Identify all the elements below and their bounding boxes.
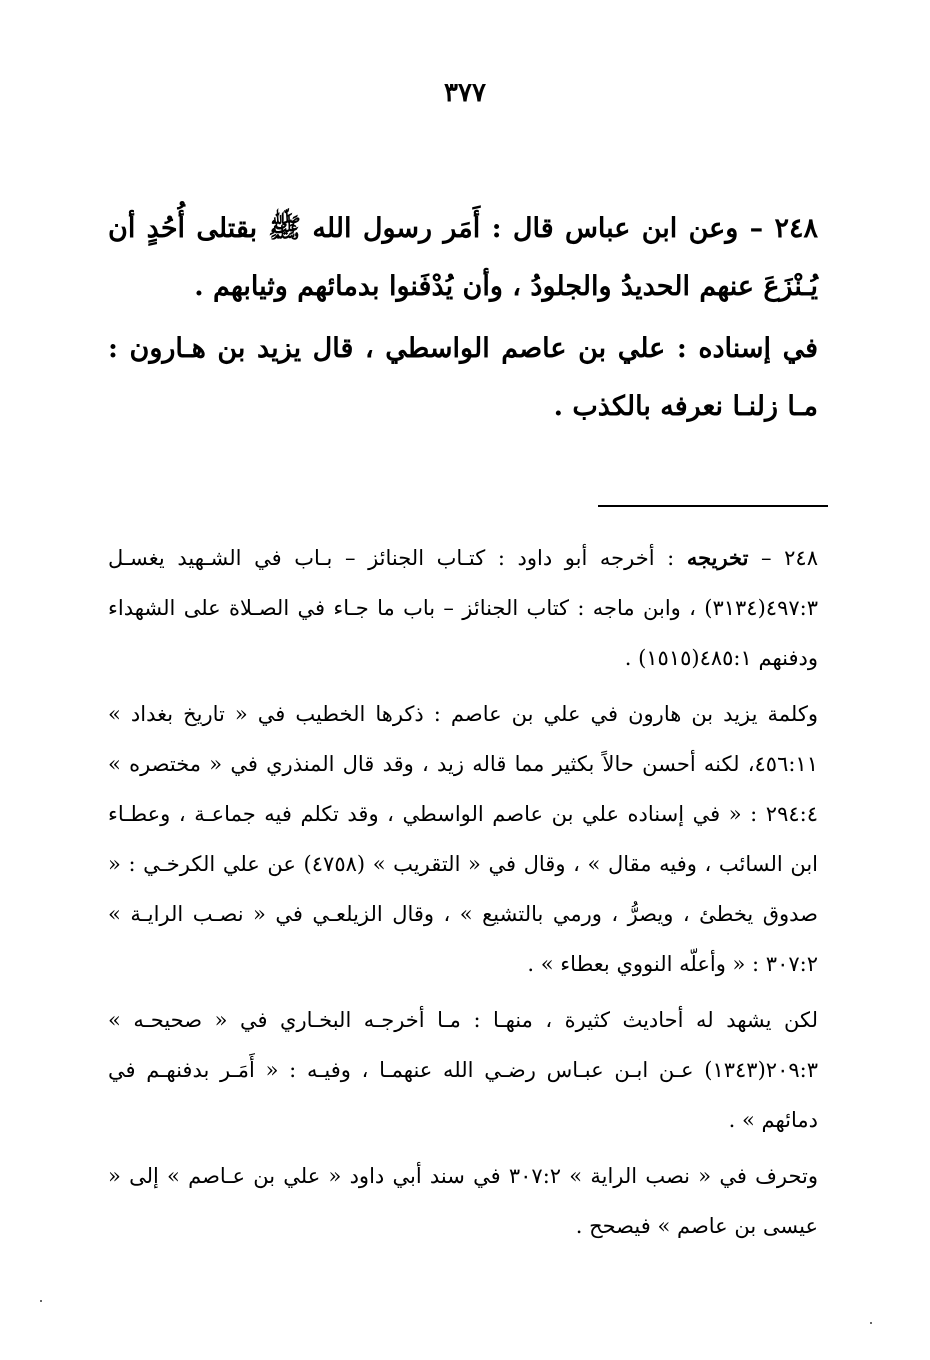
scan-speck [870, 1322, 872, 1324]
footnotes [108, 533, 818, 1257]
isnad-text: في إسناده : علي بن عاصم الواسطي ، قال يزيد بن هـارون : مـا زلنـا نعرفه بالكذب . [108, 333, 818, 422]
takhrij-paragraph [108, 533, 818, 683]
note-paragraph-3: لكن يشهد له أحاديث كثيرة ، منهـا : مـا أخرجـه البخـاري في « صحيحـه » ٢٠٩:٣(١٣٤٣) عـن ابـن عبـاس رضـي الله عنهمـا ، وفيـه : « أَمَـر بدفنهـم في دمائهم » . [108, 1008, 818, 1132]
takhrij-label: تخريجه [686, 545, 749, 570]
note-paragraph-4: وتحرف في « نصب الراية » ٣٠٧:٢ في سند أبي داود « علي بن عـاصم » إلى « عيسى بن عاصم » فيصحح . [108, 1164, 818, 1238]
main-text [108, 200, 818, 436]
takhrij-number: ٢٤٨ – [748, 546, 818, 570]
scan-speck [40, 1300, 42, 1302]
takhrij-text: : أخرجه أبو داود : كتـاب الجنائز – بـاب في الشـهيد يغسـل ٤٩٧:٣(٣١٣٤) ، وابن ماجه : كتاب الجنائز – باب ما جـاء في الصـلاة على الشهداء ودفنهم ٤٨٥:١(١٥١٥) . [108, 546, 818, 670]
footnote-divider [598, 505, 828, 507]
note-paragraph-2: وكلمة يزيد بن هارون في علي بن عاصم : ذكرها الخطيب في « تاريخ بغداد » ٤٥٦:١١، لكنه أحسن حالاً بكثير مما قاله زيد ، وقد قال المنذري في « مختصره » ٢٩٤:٤ : « في إسناده علي بن عاصم الواسطي ، وقد تكلم فيه جماعـة ، وعطـاء ابن السائب ، وفيه مقال » ، وقال في « التقريب » (٤٧٥٨) عن علي الكرخـي : « صدوق يخطئ ، ويصرُّ ، ورمي بالتشيع » ، وقال الزيلعـي في « نصـب الرايـة » ٣٠٧:٢ : « وأعلّه النووي بعطاء » . [108, 702, 818, 976]
page-number: ٣٧٧ [444, 78, 486, 108]
hadith-text: ٢٤٨ – وعن ابن عباس قال : أَمَر رسول الله ﷺ بقتلى أُحُدٍ أن يُـنْزَعَ عنهم الحديدُ والجلودُ ، وأن يُدْفَنوا بدمائهم وثيابهم . [108, 213, 818, 302]
